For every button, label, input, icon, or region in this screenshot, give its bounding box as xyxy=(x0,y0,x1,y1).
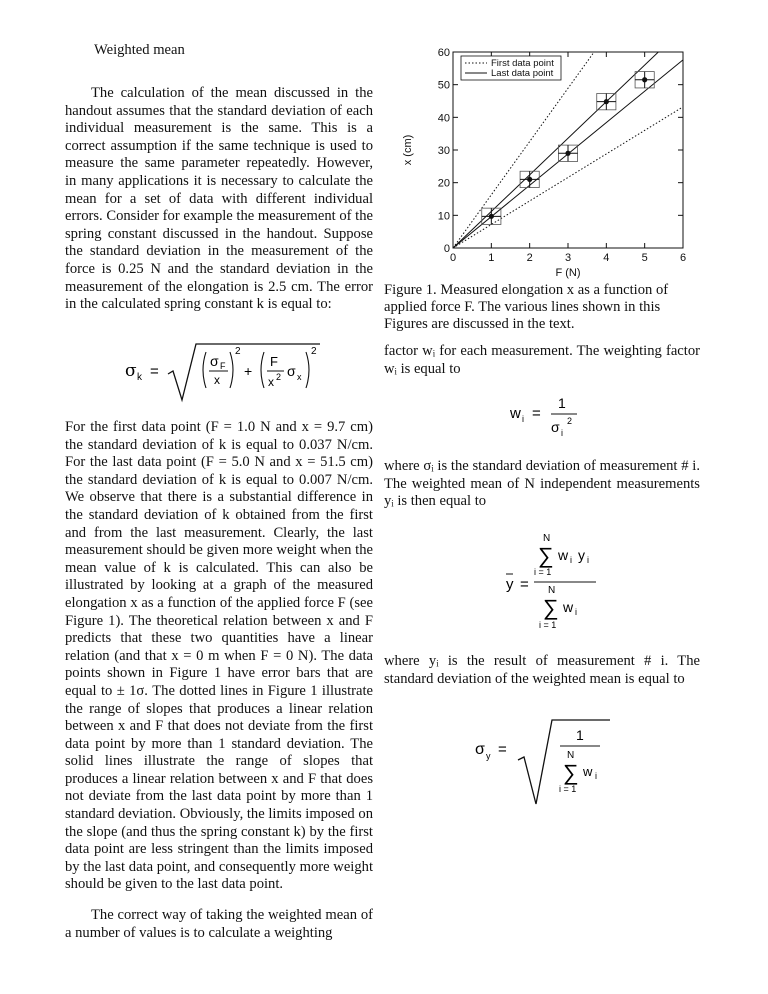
paragraph-text: where yᵢ is the result of measurement # i. The standard deviation of the weighted mean is equal to xyxy=(384,653,700,687)
data-point xyxy=(489,214,494,219)
fit-line-dotted xyxy=(453,107,683,248)
equation-weight xyxy=(505,392,605,442)
data-point xyxy=(642,77,647,82)
svg-text:y: y xyxy=(506,576,514,593)
right-paragraph-1 xyxy=(384,343,700,378)
svg-text:x: x xyxy=(214,373,220,387)
svg-text:∑: ∑ xyxy=(563,760,579,785)
legend-entry: First data point xyxy=(491,58,554,69)
svg-text:i: i xyxy=(570,555,572,565)
left-paragraph-3 xyxy=(65,907,373,942)
svg-text:y: y xyxy=(578,547,585,563)
svg-text:=: = xyxy=(150,363,159,380)
paragraph-text: The calculation of the mean discussed in the handout assumes that the standard deviation of each individual measurement is the same. This is a correct assumption if the same technique is used to measure the same parameter repeatedly. However, in many applications it is necessary to calculate the mean for a set of data with different individual errors. Consider for example the measurement of the spring constant discussed in the handout. Suppose the standard deviation in the measurement of the force is 0.25 N and the standard deviation in the measurement of the elongation is 2.5 cm. The error in the calculated spring constant k is equal to: xyxy=(65,85,373,313)
svg-text:i: i xyxy=(575,607,577,617)
svg-text:σ: σ xyxy=(210,353,219,369)
y-axis-label: x (cm) xyxy=(402,134,414,166)
paragraph-text: factor wᵢ for each measurement. The weighting factor wᵢ is equal to xyxy=(384,343,700,377)
svg-text:x: x xyxy=(268,375,274,389)
svg-text:=: = xyxy=(532,405,541,422)
y-tick-label: 60 xyxy=(437,47,450,59)
figure-caption: Figure 1. Measured elongation x as a function of applied force F. The various lines shown in this Figures are discussed in the text. xyxy=(384,282,669,332)
svg-text:=: = xyxy=(498,741,507,758)
x-tick-label: 3 xyxy=(564,252,572,264)
svg-text:N: N xyxy=(548,585,556,596)
equation-weight-svg xyxy=(505,392,605,442)
x-tick-label: 2 xyxy=(526,252,533,264)
svg-text:∑: ∑ xyxy=(543,595,559,620)
svg-text:N: N xyxy=(567,750,575,761)
svg-text:i: i xyxy=(561,428,563,438)
svg-text:w: w xyxy=(558,547,569,563)
svg-text:2: 2 xyxy=(276,372,282,382)
paragraph-text: The correct way of taking the weighted mean of a number of values is to calculate a weighting xyxy=(65,907,373,941)
svg-text:2: 2 xyxy=(235,346,241,357)
svg-text:F: F xyxy=(270,354,278,369)
svg-text:1: 1 xyxy=(576,727,584,743)
svg-text:w: w xyxy=(563,599,574,615)
equation-sigma-y-svg xyxy=(470,712,640,812)
y-tick-label: 30 xyxy=(437,145,450,157)
svg-text:=: = xyxy=(520,576,529,593)
x-tick-label: 4 xyxy=(603,252,610,264)
svg-text:∑: ∑ xyxy=(538,543,554,568)
equation-weighted-mean-svg xyxy=(500,525,640,635)
equation-sigma-y xyxy=(470,712,640,812)
svg-text:2: 2 xyxy=(311,346,317,357)
left-paragraph-2 xyxy=(65,419,373,894)
svg-text:σ: σ xyxy=(287,363,296,379)
svg-text:w: w xyxy=(583,764,593,779)
svg-text:i = 1: i = 1 xyxy=(559,784,577,794)
y-tick-label: 20 xyxy=(437,177,450,190)
svg-text:σ: σ xyxy=(125,361,137,381)
x-axis-label: F (N) xyxy=(555,267,581,279)
svg-text:1: 1 xyxy=(558,395,566,411)
data-point xyxy=(565,151,570,156)
data-point xyxy=(604,99,609,104)
svg-text:σ: σ xyxy=(551,419,560,435)
svg-text:i: i xyxy=(595,771,597,781)
right-paragraph-3 xyxy=(384,653,700,688)
svg-text:+: + xyxy=(244,363,253,379)
equation-sigma-k xyxy=(120,338,360,408)
svg-text:x: x xyxy=(297,372,302,382)
y-tick-label: 50 xyxy=(437,79,450,92)
y-tick-label: 10 xyxy=(437,210,450,223)
paragraph-text: For the first data point (F = 1.0 N and x = 9.7 cm) the standard deviation of k is equal to 0.037 N/cm. For the last data point (F = 5.0 N and x = 51.5 cm) the standard deviation of k is equal to 0.007 N/cm. We observe that there is a substantial difference in the standard deviation of k obtained from the first and from the last measurement. Clearly, the last measurement should be given more weight when the mean value of k is calculated. This can also be illustrated by looking at a graph of the measured elongation x as a function of the applied force F (see Figure 1). The theoretical relation between x and F predicts that these two quantities have a linear relation (and that x = 0 m when F = 0 N). The data points shown in Figure 1 have error bars that are equal to ± 1σ. The dotted lines in Figure 1 illustrate the range of slopes that produces a linear relation between x and F that does not deviate from the first data point by more than 1 standard deviation. The solid lines illustrate the range of slopes that produces a linear relation between x and F that does not deviate from the last data point by more than 1 standard deviation. Obviously, the limits imposed on the slope (and thus the spring constant k) by the first data point are less stringent than the limits imposed by the last data point, and consequently more weight should be given to the last data point. xyxy=(65,419,373,893)
svg-text:F: F xyxy=(220,361,226,371)
right-paragraph-2 xyxy=(384,458,700,511)
svg-text:σ: σ xyxy=(475,741,485,758)
svg-text:i: i xyxy=(522,414,524,424)
section-title: Weighted mean xyxy=(94,42,185,58)
data-point xyxy=(527,177,532,182)
y-tick-label: 0 xyxy=(443,243,450,255)
x-tick-label: 5 xyxy=(641,252,648,264)
equation-weighted-mean xyxy=(500,525,640,635)
y-tick-label: 40 xyxy=(437,112,450,125)
left-paragraph-1 xyxy=(65,85,373,314)
svg-text:i = 1: i = 1 xyxy=(539,620,557,630)
svg-text:i = 1: i = 1 xyxy=(534,567,552,577)
x-tick-label: 1 xyxy=(488,252,495,264)
figure-1-chart xyxy=(395,40,695,280)
x-tick-label: 6 xyxy=(679,252,687,264)
x-tick-label: 0 xyxy=(449,252,457,264)
paragraph-text: where σᵢ is the standard deviation of measurement # i. The weighted mean of N independent measurements yᵢ is then equal to xyxy=(384,458,700,510)
svg-text:2: 2 xyxy=(567,416,573,426)
legend-entry: Last data point xyxy=(491,68,554,79)
svg-text:y: y xyxy=(486,751,491,761)
svg-text:k: k xyxy=(137,372,142,383)
svg-text:N: N xyxy=(543,533,551,544)
svg-text:i: i xyxy=(587,555,589,565)
equation-sigma-k-svg xyxy=(120,338,360,408)
svg-text:w: w xyxy=(510,405,521,422)
